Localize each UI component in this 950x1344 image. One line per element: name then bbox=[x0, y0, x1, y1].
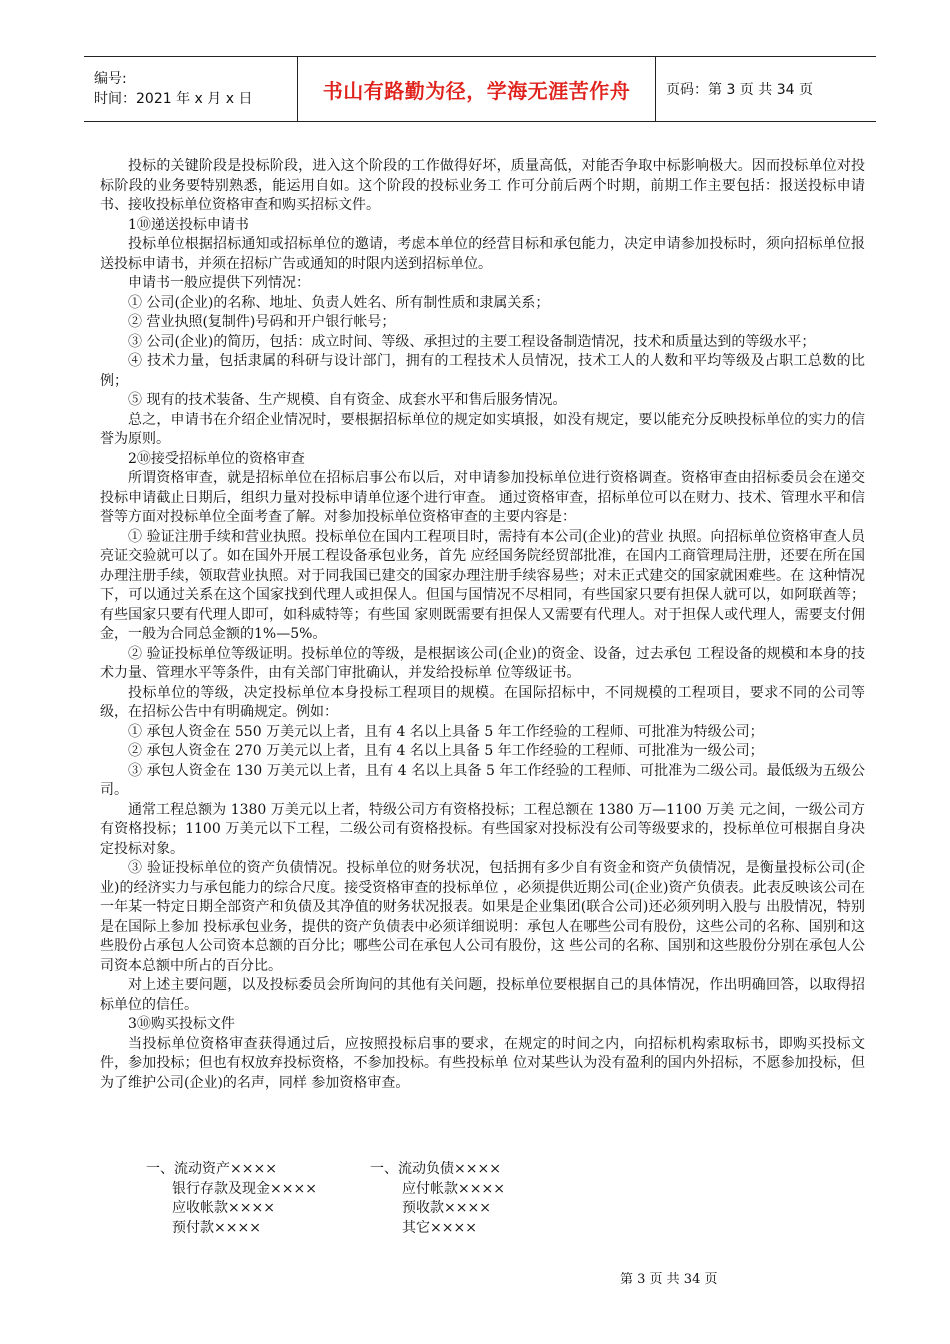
body-paragraph: 3⑩购买投标文件 bbox=[128, 1016, 235, 1032]
body-paragraph: 当投标单位资格审查获得通过后，应按照投标启事的要求，在规定的时间之内，向招标机构索取标书，即购买投标文件，参加投标；但也有权放弃投标资格，不参加投标。有些投标单 位对某些认为没有盈利的国内外招标，不愿参加投标，但为了维护公司(企业)的名声，同样 参加资格审查。 bbox=[100, 1035, 865, 1091]
liabilities-item: 其它×××× bbox=[402, 1219, 477, 1236]
body-paragraph: 通常工程总额为 1380 万美元以上者，特级公司方有资格投标；工程总额在 1380 万—1100 万美 元之间，一级公司方有资格投标；1100 万美元以下工程，二级公司有资格投标。有些国家对投标没有公司等级要求的，投标单位可根据自身决定投标对象。 bbox=[100, 801, 865, 857]
body-paragraph: ③ 验证投标单位的资产负债情况。投标单位的财务状况，包括拥有多少自有资金和资产负债情况，是衡量投标公司(企业)的经济实力与承包能力的综合尺度。接受资格审查的投标单位 ，必须提供近期公司(企业)资产负债表。此表反映该公司在一年某一特定日期全部资产和负债及其净值的财务状况报表。如果是企业集团(联合公司)还必须列明入股与 出股情况，特别是在国际上参加 投标承包业务，提供的资产负债表中必须详细说明：承包人在哪些公司有股份，这些公司的名称、国别和这些股份占承包人公司资本总额的百分比；哪些公司在承包人公司有股份，这 些公司的名称、国别和这些股份分别在承包人公司资本总额中所占的百分比。 bbox=[100, 860, 865, 974]
doc-date: 时间：2021 年 x 月 x 日 bbox=[94, 91, 253, 107]
liabilities-column bbox=[370, 1160, 620, 1238]
body-paragraph: ⑤ 现有的技术装备、生产规模、自有资金、成套水平和售后服务情况。 bbox=[128, 392, 567, 408]
body-paragraph: ① 公司(企业)的名称、地址、负责人姓名、所有制性质和隶属关系； bbox=[128, 294, 550, 311]
balance-sheet-sample bbox=[100, 1160, 620, 1238]
body-paragraph: ③ 承包人资金在 130 万美元以上者，且有 4 名以上具备 5 年工作经验的工程师、可批准为二级公司。最低级为五级公司。 bbox=[100, 762, 865, 798]
assets-heading: 一、流动资产×××× bbox=[146, 1161, 277, 1177]
liabilities-item: 应付帐款×××× bbox=[402, 1180, 505, 1197]
body-paragraph: ③ 公司(企业)的简历，包括：成立时间、等级、承担过的主要工程设备制造情况，技术和质量达到的等级水平； bbox=[128, 333, 816, 350]
document-body bbox=[100, 157, 865, 1093]
body-paragraph: ② 验证投标单位等级证明。投标单位的等级，是根据该公司(企业)的资金、设备，过去承包 工程设备的规模和本身的技术力量、管理水平等条件，由有关部门审批确认，并发给投标单 位等级证书。 bbox=[100, 645, 865, 681]
liabilities-item: 预收款×××× bbox=[402, 1200, 491, 1216]
body-paragraph: 所谓资格审查，就是招标单位在招标启事公布以后，对申请参加投标单位进行资格调查。资格审查由招标委员会在递交投标申请截止日期后，组织力量对投标申请单位逐个进行审查。 通过资格审查，招标单位可以在财力、技术、管理水平和信誉等方面对投标单位全面考查了解。对参加投标单位资格审查的主要内容是： bbox=[100, 470, 865, 525]
body-paragraph: ② 营业执照(复制件)号码和开户银行帐号； bbox=[128, 314, 396, 330]
assets-item: 预付款×××× bbox=[172, 1219, 261, 1236]
header-middle bbox=[297, 57, 656, 121]
body-paragraph: 投标的关键阶段是投标阶段，进入这个阶段的工作做得好坏，质量高低，对能否争取中标影响极大。因而投标单位对投标阶段的业务要特别熟悉，能运用自如。这个阶段的投标业务工 作可分前后两个时期，前期工作主要包括：报送投标申请书、接收投标单位资格审查和购买招标文件。 bbox=[100, 158, 865, 213]
header-right bbox=[656, 57, 876, 121]
body-paragraph: 申请书一般应提供下列情况： bbox=[128, 275, 310, 291]
body-paragraph: ① 验证注册手续和营业执照。投标单位在国内工程项目时，需持有本公司(企业)的营业 执照。向招标单位资格审查人员亮证交验就可以了。如在国外开展工程设备承包业务，首先 应经国务院经贸部批准，在国内工商管理局注册，还要在所在国办理注册手续，领取营业执照。对于同我国已建交的国家办理注册手续容易些；对未正式建交的国家就困难些。在 这种情况下，可以通过关系在这个国家找到代理人或担保人。但国与国情况不尽相同，有些国家只要有担保人就可以，如阿联酋等；有些国家只要有代理人即可，如科威特等；有些国 家则既需要有担保人又需要有代理人。对于担保人或代理人，需要支付佣金，一般为合同总金额的1%—5%。 bbox=[100, 528, 865, 642]
body-paragraph: ④ 技术力量，包括隶属的科研与设计部门，拥有的工程技术人员情况，技术工人的人数和平均等级及占职工总数的比例； bbox=[100, 353, 865, 389]
page-header bbox=[84, 56, 876, 122]
header-page-info: 页码：第 3 页 共 34 页 bbox=[666, 82, 813, 98]
assets-column bbox=[100, 1160, 370, 1238]
body-paragraph: 总之，申请书在介绍企业情况时，要根据招标单位的规定如实填报，如没有规定，要以能充分反映投标单位的实力的信誉为原则。 bbox=[100, 411, 865, 447]
assets-item: 应收帐款×××× bbox=[172, 1200, 275, 1216]
body-paragraph: 投标单位根据招标通知或招标单位的邀请，考虑本单位的经营目标和承包能力，决定申请参加投标时，须向招标单位报送投标申请书，并须在招标广告或通知的时限内送到招标单位。 bbox=[100, 236, 865, 272]
body-paragraph: 投标单位的等级，决定投标单位本身投标工程项目的规模。在国际招标中，不同规模的工程项目，要求不同的公司等级，在招标公告中有明确规定。例如： bbox=[100, 684, 865, 720]
doc-number-label: 编号: bbox=[94, 71, 127, 87]
body-paragraph: 2⑩接受招标单位的资格审查 bbox=[128, 450, 305, 467]
body-paragraph: ① 承包人资金在 550 万美元以上者，且有 4 名以上具备 5 年工作经验的工程师、可批准为特级公司； bbox=[128, 723, 764, 740]
body-paragraph: 对上述主要问题，以及投标委员会所询问的其他有关问题，投标单位要根据自己的具体情况，作出明确回答，以取得招标单位的信任。 bbox=[100, 977, 865, 1013]
page-footer: 第 3 页 共 34 页 bbox=[620, 1272, 718, 1287]
body-paragraph: ② 承包人资金在 270 万美元以上者，且有 4 名以上具备 5 年工作经验的工程师、可批准为一级公司； bbox=[128, 743, 764, 759]
header-left bbox=[84, 57, 297, 121]
liabilities-heading: 一、流动负债×××× bbox=[370, 1161, 501, 1177]
body-paragraph: 1⑩递送投标申请书 bbox=[128, 216, 249, 233]
header-motto: 书山有路勤为径，学海无涯苦作舟 bbox=[322, 78, 631, 103]
assets-item: 银行存款及现金×××× bbox=[172, 1180, 317, 1197]
